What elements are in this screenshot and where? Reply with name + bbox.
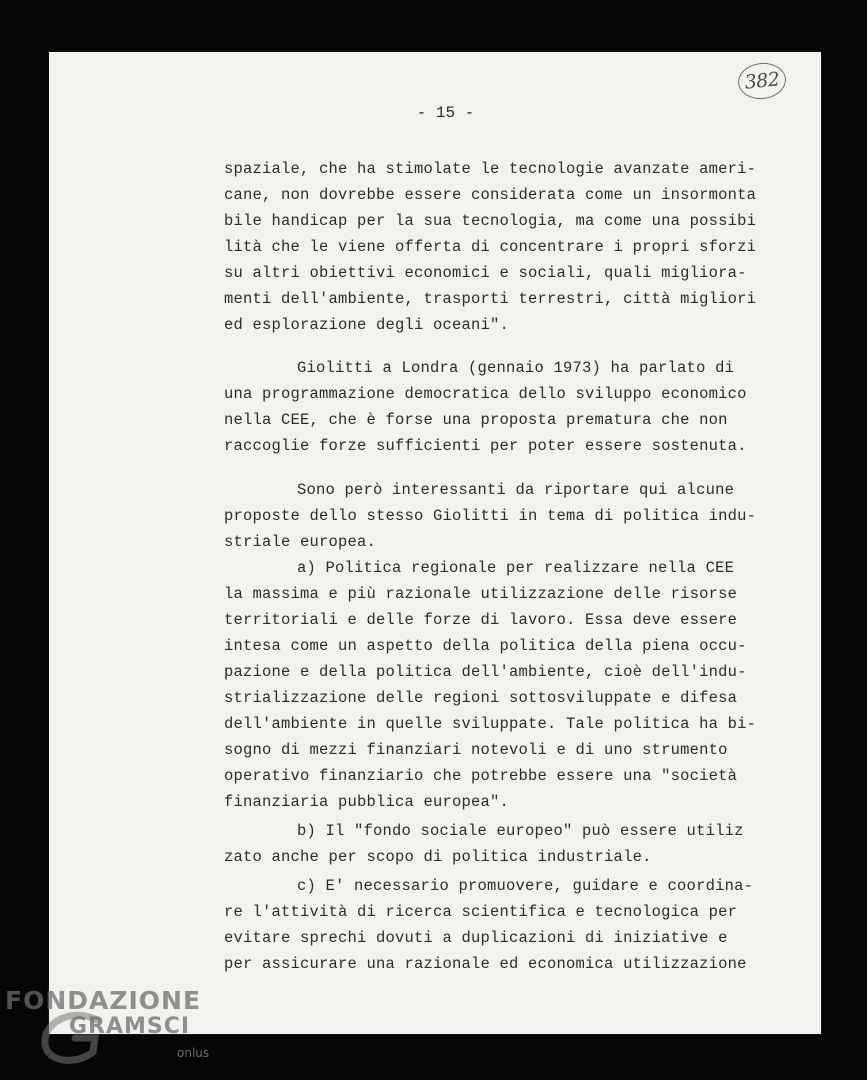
text-line: sogno di mezzi finanziari notevoli e di uno strumento [224, 741, 728, 759]
text-line: cane, non dovrebbe essere considerata come un insormonta [224, 186, 757, 204]
text-line: spaziale, che ha stimolate le tecnologie avanzate ameri- [224, 160, 757, 178]
text-line: Sono però interessanti da riportare qui alcune [297, 481, 735, 499]
text-line: bile handicap per la sua tecnologia, ma come una possibi [224, 212, 757, 230]
text-line: proposte dello stesso Giolitti in tema di politica indu- [224, 507, 757, 525]
text-line: per assicurare una razionale ed economica utilizzazione [224, 955, 747, 973]
text-line: raccoglie forze sufficienti per poter essere sostenuta. [224, 437, 747, 455]
text-line: su altri obiettivi economici e sociali, quali migliora- [224, 264, 747, 282]
fondazione-gramsci-logo [5, 986, 220, 1076]
text-line: striale europea. [224, 533, 377, 551]
text-line: la massima e più razionale utilizzazione delle risorse [224, 585, 738, 603]
text-line: c) E' necessario promuovere, guidare e coordina- [297, 877, 754, 895]
text-line: una programmazione democratica dello sviluppo economico [224, 385, 747, 403]
text-line: b) Il "fondo sociale europeo" può essere utiliz [297, 822, 744, 840]
text-line: evitare sprechi dovuti a duplicazioni di iniziative e [224, 929, 728, 947]
text-line: a) Politica regionale per realizzare nella CEE [297, 559, 735, 577]
text-line: territoriali e delle forze di lavoro. Essa deve essere [224, 611, 738, 629]
text-line: ed esplorazione degli oceani". [224, 316, 510, 334]
text-line: zato anche per scopo di politica industriale. [224, 848, 652, 866]
logo-wordmark-bottom: GRAMSCI [69, 1014, 191, 1039]
logo-suffix: onlus [177, 1046, 210, 1060]
text-line: operativo finanziario che potrebbe essere una "società [224, 767, 738, 785]
text-line: re l'attività di ricerca scientifica e tecnologica per [224, 903, 738, 921]
text-line: pazione e della politica dell'ambiente, cioè dell'indu- [224, 663, 747, 681]
archive-number-stamp: 382 [736, 61, 788, 102]
text-line: intesa come un aspetto della politica della piena occu- [224, 637, 747, 655]
text-line: Giolitti a Londra (gennaio 1973) ha parlato di [297, 359, 735, 377]
text-line: nella CEE, che è forse una proposta prematura che non [224, 411, 728, 429]
text-line: dell'ambiente in quelle sviluppate. Tale politica ha bi- [224, 715, 757, 733]
page-number: - 15 - [416, 104, 475, 122]
text-line: menti dell'ambiente, trasporti terrestri, città migliori [224, 290, 757, 308]
logo-wordmark-top: FONDAZIONE [5, 986, 202, 1015]
text-line: lità che le viene offerta di concentrare i propri sforzi [224, 238, 757, 256]
text-line: strializzazione delle regioni sottosviluppate e difesa [224, 689, 738, 707]
text-line: finanziaria pubblica europea". [224, 793, 510, 811]
